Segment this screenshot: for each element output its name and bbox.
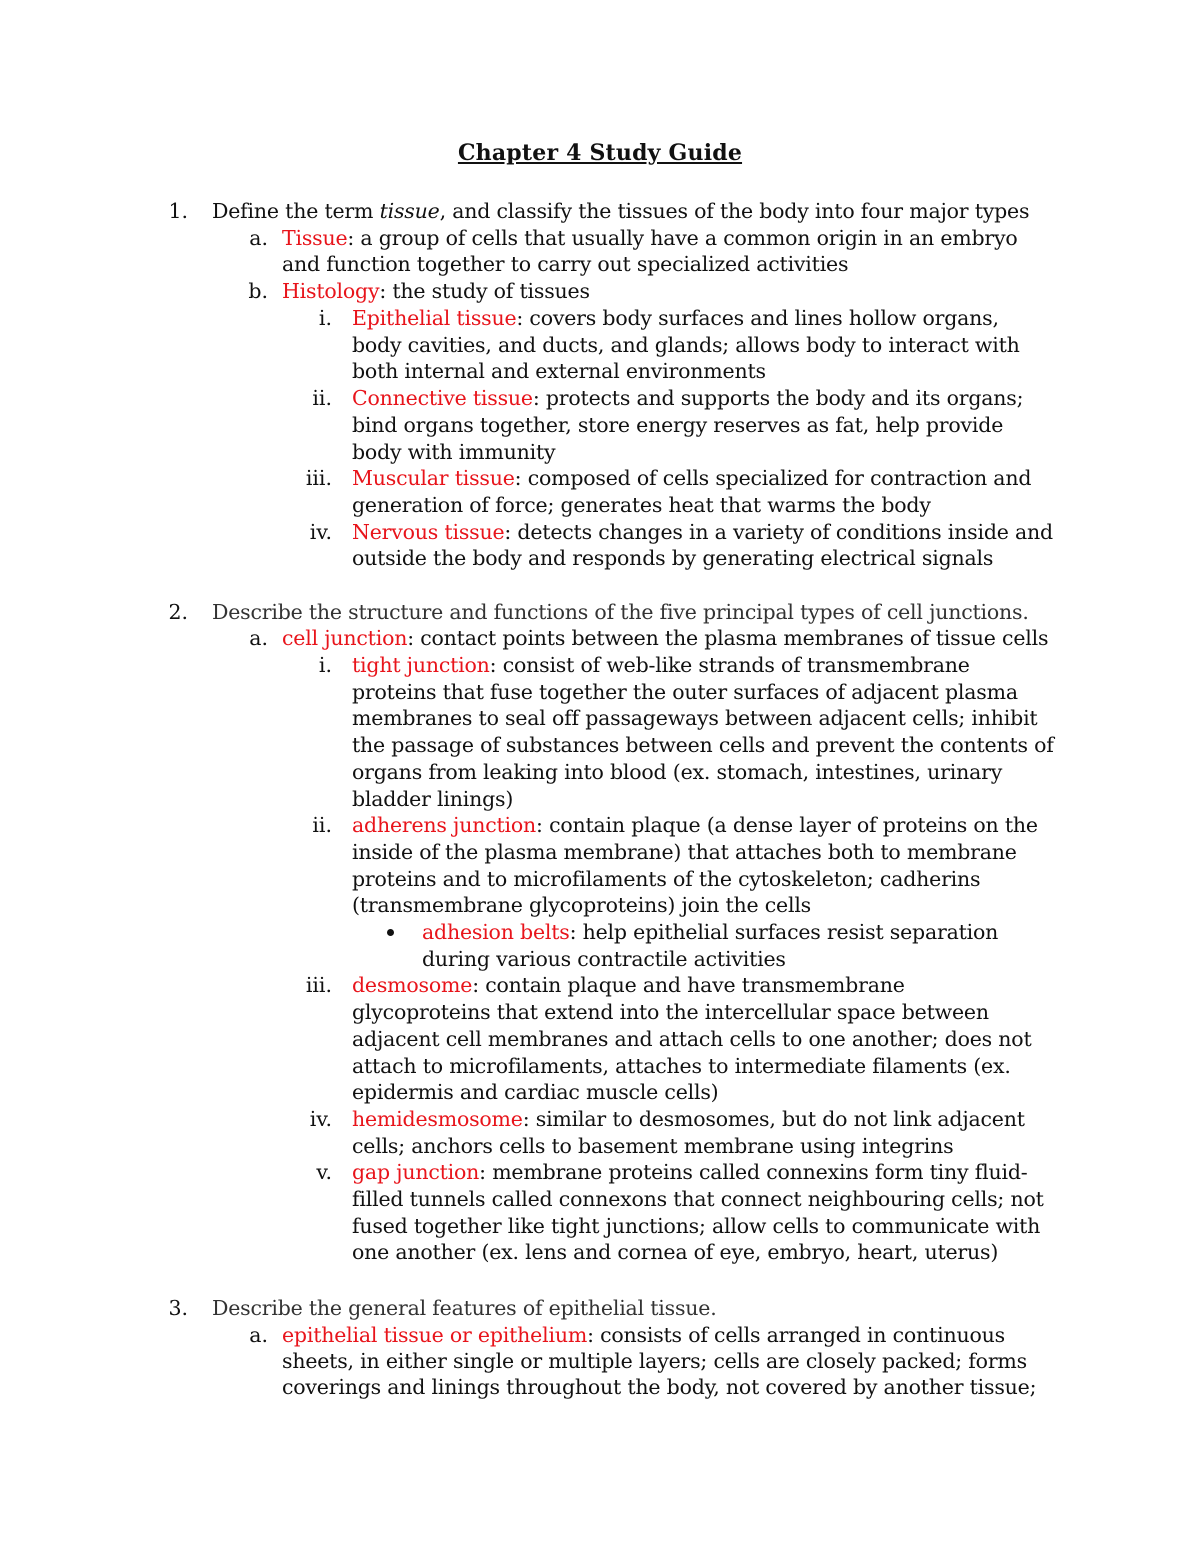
q2a-item-5-line-1 [352, 1159, 1027, 1185]
q2a-term: cell junction [282, 626, 408, 650]
q1-text-start: Define the term [212, 199, 380, 223]
q2a-item-5-term: gap junction [352, 1160, 480, 1185]
q2a-item-4-line-1 [352, 1106, 1025, 1132]
q2a-def: : contact points between the plasma membranes of tissue cells [407, 626, 1049, 650]
q2a-bullet-term: adhesion belts [422, 920, 570, 944]
q3-number: 3. [168, 1296, 188, 1320]
q2a-bullet-dot [387, 929, 394, 936]
q2a-item-1-marker: i. [318, 653, 332, 677]
q1b-item-1-definition: : covers body surfaces and lines hollow organs, [516, 306, 999, 330]
q1b-item-1-line-2: body cavities, and ducts, and glands; allows body to interact with [352, 332, 1020, 357]
q1b-item-1-term: Epithelial tissue [352, 306, 517, 330]
q1b-item-3-line-1 [352, 465, 1031, 491]
q2a-item-5-line-4: one another (ex. lens and cornea of eye, embryo, heart, uterus) [352, 1240, 999, 1265]
q1a-marker: a. [249, 226, 268, 250]
q2a-item-3-marker: iii. [305, 973, 332, 998]
q3a-line-2: sheets, in either single or multiple layers; cells are closely packed; forms [282, 1349, 1027, 1373]
q2a-item-3-line-4: attach to microfilaments, attaches to intermediate filaments (ex. [352, 1053, 1011, 1078]
q2a-item-4-term: hemidesmosome [352, 1106, 523, 1131]
q1-number: 1. [168, 199, 188, 223]
q1b-item-4-line-1 [352, 519, 1053, 545]
q2a-item-5-line-3: fused together like tight junctions; allow cells to communicate with [352, 1213, 1041, 1238]
q1b-item-4-marker: iv. [309, 519, 332, 544]
q2a-item-3-term: desmosome [352, 973, 473, 998]
q1b-item-4-definition: : detects changes in a variety of conditions inside and [504, 519, 1053, 544]
q2a-item-1-definition: : consist of web-like strands of transmembrane [489, 653, 970, 677]
q2-number: 2. [168, 600, 188, 624]
q2a-marker: a. [249, 626, 268, 650]
q2a-item-2-term: adherens junction [352, 813, 537, 838]
q1b-item-2-line-1 [352, 385, 1023, 411]
q2a-line-1 [282, 625, 1048, 651]
q1b-item-4-term: Nervous tissue [352, 519, 505, 544]
q2a-item-5-line-2: filled tunnels called connexons that connect neighbouring cells; not [352, 1187, 1044, 1211]
q1b-item-3-definition: : composed of cells specialized for contraction and [514, 466, 1032, 491]
q1b-item-2-term: Connective tissue [352, 386, 533, 411]
q2a-item-4-line-2: cells; anchors cells to basement membrane using integrins [352, 1133, 954, 1158]
q2a-item-1-line-5: organs from leaking into blood (ex. stomach, intestines, urinary [352, 759, 1003, 784]
q1b-item-3-line-2: generation of force; generates heat that warms the body [352, 492, 931, 517]
q3a-term: epithelial tissue or epithelium [282, 1323, 588, 1347]
q1b-item-1-line-3: both internal and external environments [352, 359, 766, 384]
q2a-item-1-line-2: proteins that fuse together the outer surfaces of adjacent plasma [352, 679, 1018, 704]
q1a-def-1: : a group of cells that usually have a common origin in an embryo [347, 226, 1018, 250]
q1b-def: : the study of tissues [379, 279, 590, 303]
q2a-item-1-line-1 [352, 652, 970, 678]
q2a-item-1-line-3: membranes to seal off passageways between adjacent cells; inhibit [352, 706, 1038, 731]
q2a-item-2-line-4: (transmembrane glycoproteins) join the cells [352, 893, 812, 918]
q2a-item-4-definition: : similar to desmosomes, but do not link adjacent [522, 1106, 1025, 1131]
q1-text-rest: , and classify the tissues of the body into four major types [439, 199, 1030, 223]
q1b-item-2-marker: ii. [312, 386, 332, 411]
q3-text: Describe the general features of epithelial tissue. [212, 1296, 717, 1320]
q1a-line-2: and function together to carry out specialized activities [282, 252, 849, 276]
q1b-item-1-line-1 [352, 305, 999, 331]
q1a-term: Tissue [282, 226, 348, 250]
q2a-item-1-term: tight junction [352, 653, 490, 677]
q2a-item-3-definition: : contain plaque and have transmembrane [472, 973, 905, 998]
q1b-line-1 [282, 278, 590, 304]
q3a-line-3: coverings and linings throughout the body, not covered by another tissue; [282, 1375, 1037, 1399]
q2a-item-5-marker: v. [316, 1160, 332, 1185]
q2a-item-2-line-2: inside of the plasma membrane) that attaches both to membrane [352, 839, 1017, 864]
q1b-item-3-term: Muscular tissue [352, 466, 515, 491]
q1b-item-1-marker: i. [318, 306, 332, 330]
q2a-item-5-definition: : membrane proteins called connexins form tiny fluid- [479, 1160, 1028, 1185]
q1b-term: Histology [282, 279, 380, 303]
q2a-item-2-marker: ii. [312, 813, 332, 838]
q2a-item-3-line-3: adjacent cell membranes and attach cells to one another; does not [352, 1026, 1032, 1051]
q1b-item-3-marker: iii. [305, 466, 332, 491]
q2a-item-3-line-1 [352, 972, 905, 998]
q2a-item-4-marker: iv. [309, 1106, 332, 1131]
q2a-item-1-line-6: bladder linings) [352, 786, 514, 811]
q1b-item-2-line-2: bind organs together, store energy reserves as fat, help provide [352, 412, 1004, 437]
q3a-line-1 [282, 1322, 1005, 1348]
q1a-line-1 [282, 225, 1018, 251]
q1b-marker: b. [248, 279, 268, 303]
q2a-bullet-line-2: during various contractile activities [422, 946, 786, 971]
q2a-item-2-line-1 [352, 812, 1038, 838]
q1-text-emphasis: tissue [379, 199, 440, 223]
q1b-item-2-definition: : protects and supports the body and its organs; [532, 386, 1024, 411]
q2a-item-1-line-4: the passage of substances between cells and prevent the contents of [352, 733, 1054, 758]
document-title: Chapter 4 Study Guide [457, 140, 743, 166]
q1-text [212, 198, 1029, 224]
q3a-marker: a. [249, 1323, 268, 1347]
q2-text: Describe the structure and functions of the five principal types of cell junctions. [212, 600, 1029, 624]
q2a-bullet-definition: : help epithelial surfaces resist separation [569, 920, 999, 944]
q1b-item-4-line-2: outside the body and responds by generating electrical signals [352, 546, 994, 571]
q2a-bullet-line-1 [422, 919, 998, 945]
q2a-item-2-definition: : contain plaque (a dense layer of proteins on the [536, 813, 1038, 838]
q2a-item-3-line-2: glycoproteins that extend into the intercellular space between [352, 1000, 989, 1025]
q1b-item-2-line-3: body with immunity [352, 439, 556, 464]
q2a-item-2-line-3: proteins and to microfilaments of the cytoskeleton; cadherins [352, 866, 981, 891]
q2a-item-3-line-5: epidermis and cardiac muscle cells) [352, 1080, 719, 1105]
q3a-def-1: : consists of cells arranged in continuous [587, 1323, 1005, 1347]
